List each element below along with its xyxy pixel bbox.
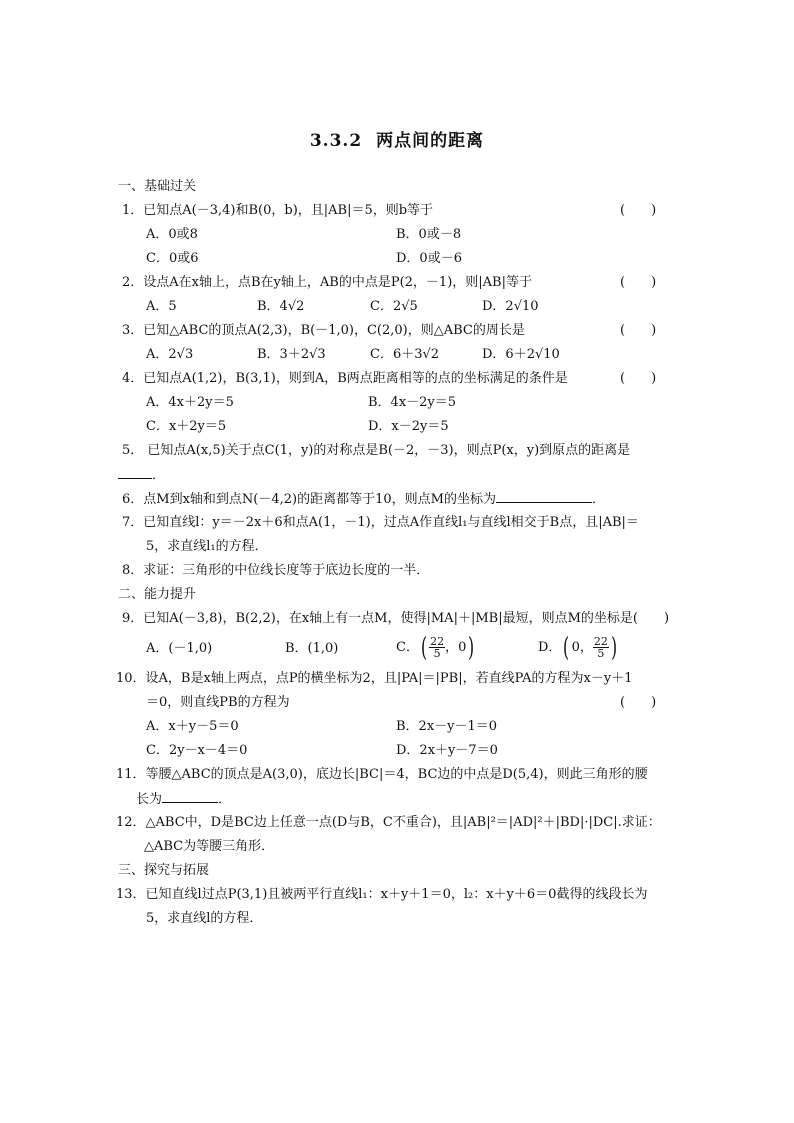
question-2-option-a: A．5 bbox=[146, 299, 177, 314]
title-text: 两点间的距离 bbox=[376, 131, 485, 151]
question-8-stem: 8．求证：三角形的中位线长度等于底边长度的一半． bbox=[122, 563, 430, 578]
question-1-option-c: C．0或6 bbox=[146, 251, 199, 266]
question-2-option-c: C．2√5 bbox=[370, 299, 418, 314]
question-7-line-1: 7．已知直线l：y＝－2x＋6和点A(1，－1)，过点A作直线l₁与直线l相交于B点，且|AB|＝ bbox=[122, 515, 639, 530]
question-2-stem: 2．设点A在x轴上，点B在y轴上，AB的中点是P(2，－1)，则|AB|等于 bbox=[122, 275, 532, 290]
question-11-line-2: 长为 ． bbox=[136, 792, 232, 807]
question-10-line-2: ＝0，则直线PB的方程为 bbox=[146, 695, 290, 710]
question-5-end: ． bbox=[152, 468, 166, 483]
question-11-line-1: 11．等腰△ABC的顶点是A(3,0)，底边长|BC|＝4，BC边的中点是D(5,4)，则此三角形的腰 bbox=[116, 767, 648, 782]
question-3-option-b: B．3＋2√3 bbox=[257, 347, 326, 362]
question-10-option-b: B．2x－y－1＝0 bbox=[396, 719, 498, 734]
answer-blank[interactable] bbox=[118, 466, 152, 479]
question-4-option-d: D．x－2y＝5 bbox=[368, 419, 449, 434]
question-10-option-a: A．x＋y－5＝0 bbox=[146, 719, 239, 734]
question-7-line-2: 5，求直线l₁的方程． bbox=[146, 539, 268, 554]
question-3-answer-bracket: ( ) bbox=[620, 323, 657, 338]
question-4-option-b: B．4x－2y＝5 bbox=[368, 395, 457, 410]
question-9-stem: 9．已知A(－3,8)，B(2,2)，在x轴上有一点M，使得|MA|＋|MB|最短，则点M的坐标是( ) bbox=[122, 611, 670, 626]
question-1-answer-bracket: ( ) bbox=[620, 203, 657, 218]
question-12-line-2: △ABC为等腰三角形． bbox=[144, 839, 275, 854]
question-9-option-b: B．(1,0) bbox=[285, 641, 339, 656]
answer-blank[interactable] bbox=[162, 790, 218, 803]
question-2-option-d: D．2√10 bbox=[482, 299, 539, 314]
question-6-stem-line bbox=[122, 490, 605, 509]
question-9-option-a: A．(－1,0) bbox=[146, 641, 213, 656]
question-12-line-1: 12．△ABC中，D是BC边上任意一点(D与B，C不重合)，且|AB|²＝|AD|²＋|BD|·|DC|.求证： bbox=[116, 815, 661, 830]
question-9-option-d: D．( 0， $\frac{22}{5}$ ) bbox=[538, 632, 617, 663]
question-6-stem: 6．点M到x轴和到点N(－4,2)的距离都等于10，则点M的坐标为 bbox=[122, 492, 496, 507]
question-4-option-c: C．x＋2y＝5 bbox=[146, 419, 227, 434]
question-10-option-c: C．2y－x－4＝0 bbox=[146, 743, 248, 758]
question-6-end: ． bbox=[591, 492, 605, 507]
question-5-stem: 5． 已知点A(x,5)关于点C(1，y)的对称点是B(－2，－3)，则点P(x，y)到原点的距离是 bbox=[122, 443, 631, 458]
question-13-line-1: 13．已知直线l过点P(3,1)且被两平行直线l₁：x＋y＋1＝0，l₂：x＋y＋6＝0截得的线段长为 bbox=[116, 887, 648, 902]
section-heading-explore: 三、探究与拓展 bbox=[118, 863, 210, 878]
answer-blank[interactable] bbox=[496, 490, 592, 503]
page-title bbox=[0, 126, 794, 151]
question-3-option-d: D．6＋2√10 bbox=[482, 347, 560, 362]
question-2-answer-bracket: ( ) bbox=[620, 275, 657, 290]
question-5-answer-line bbox=[118, 466, 165, 485]
question-1-option-a: A．0或8 bbox=[146, 227, 198, 242]
question-4-stem: 4．已知点A(1,2)，B(3,1)，则到A，B两点距离相等的点的坐标满足的条件是 bbox=[122, 371, 568, 386]
question-10-option-d: D．2x＋y－7＝0 bbox=[396, 743, 498, 758]
question-3-option-c: C．6＋3√2 bbox=[370, 347, 440, 362]
question-9-option-c: C．( $\frac{22}{5}$ ，0) bbox=[396, 632, 475, 663]
question-3-option-a: A．2√3 bbox=[146, 347, 194, 362]
question-4-answer-bracket: ( ) bbox=[620, 371, 657, 386]
question-13-line-2: 5，求直线l的方程． bbox=[146, 911, 263, 926]
fraction: $\frac{22}{5}$ bbox=[593, 635, 608, 660]
fraction: $\frac{22}{5}$ bbox=[430, 635, 445, 660]
question-4-option-a: A．4x＋2y＝5 bbox=[146, 395, 234, 410]
question-1-option-b: B．0或－8 bbox=[396, 227, 462, 242]
section-heading-advanced: 二、能力提升 bbox=[118, 587, 197, 602]
question-2-option-b: B．4√2 bbox=[257, 299, 305, 314]
section-number: 3.3.2 bbox=[309, 131, 363, 151]
question-10-line-1: 10．设A，B是x轴上两点，点P的横坐标为2，且|PA|＝|PB|，若直线PA的方程为x－y＋1 bbox=[116, 671, 633, 686]
question-10-answer-bracket: ( ) bbox=[620, 695, 657, 710]
question-1-stem: 1．已知点A(－3,4)和B(0，b)，且|AB|＝5，则b等于 bbox=[122, 203, 434, 218]
question-3-stem: 3．已知△ABC的顶点A(2,3)，B(－1,0)，C(2,0)，则△ABC的周长是 bbox=[122, 323, 525, 338]
section-heading-basic: 一、基础过关 bbox=[118, 179, 197, 194]
question-1-option-d: D．0或－6 bbox=[396, 251, 462, 266]
